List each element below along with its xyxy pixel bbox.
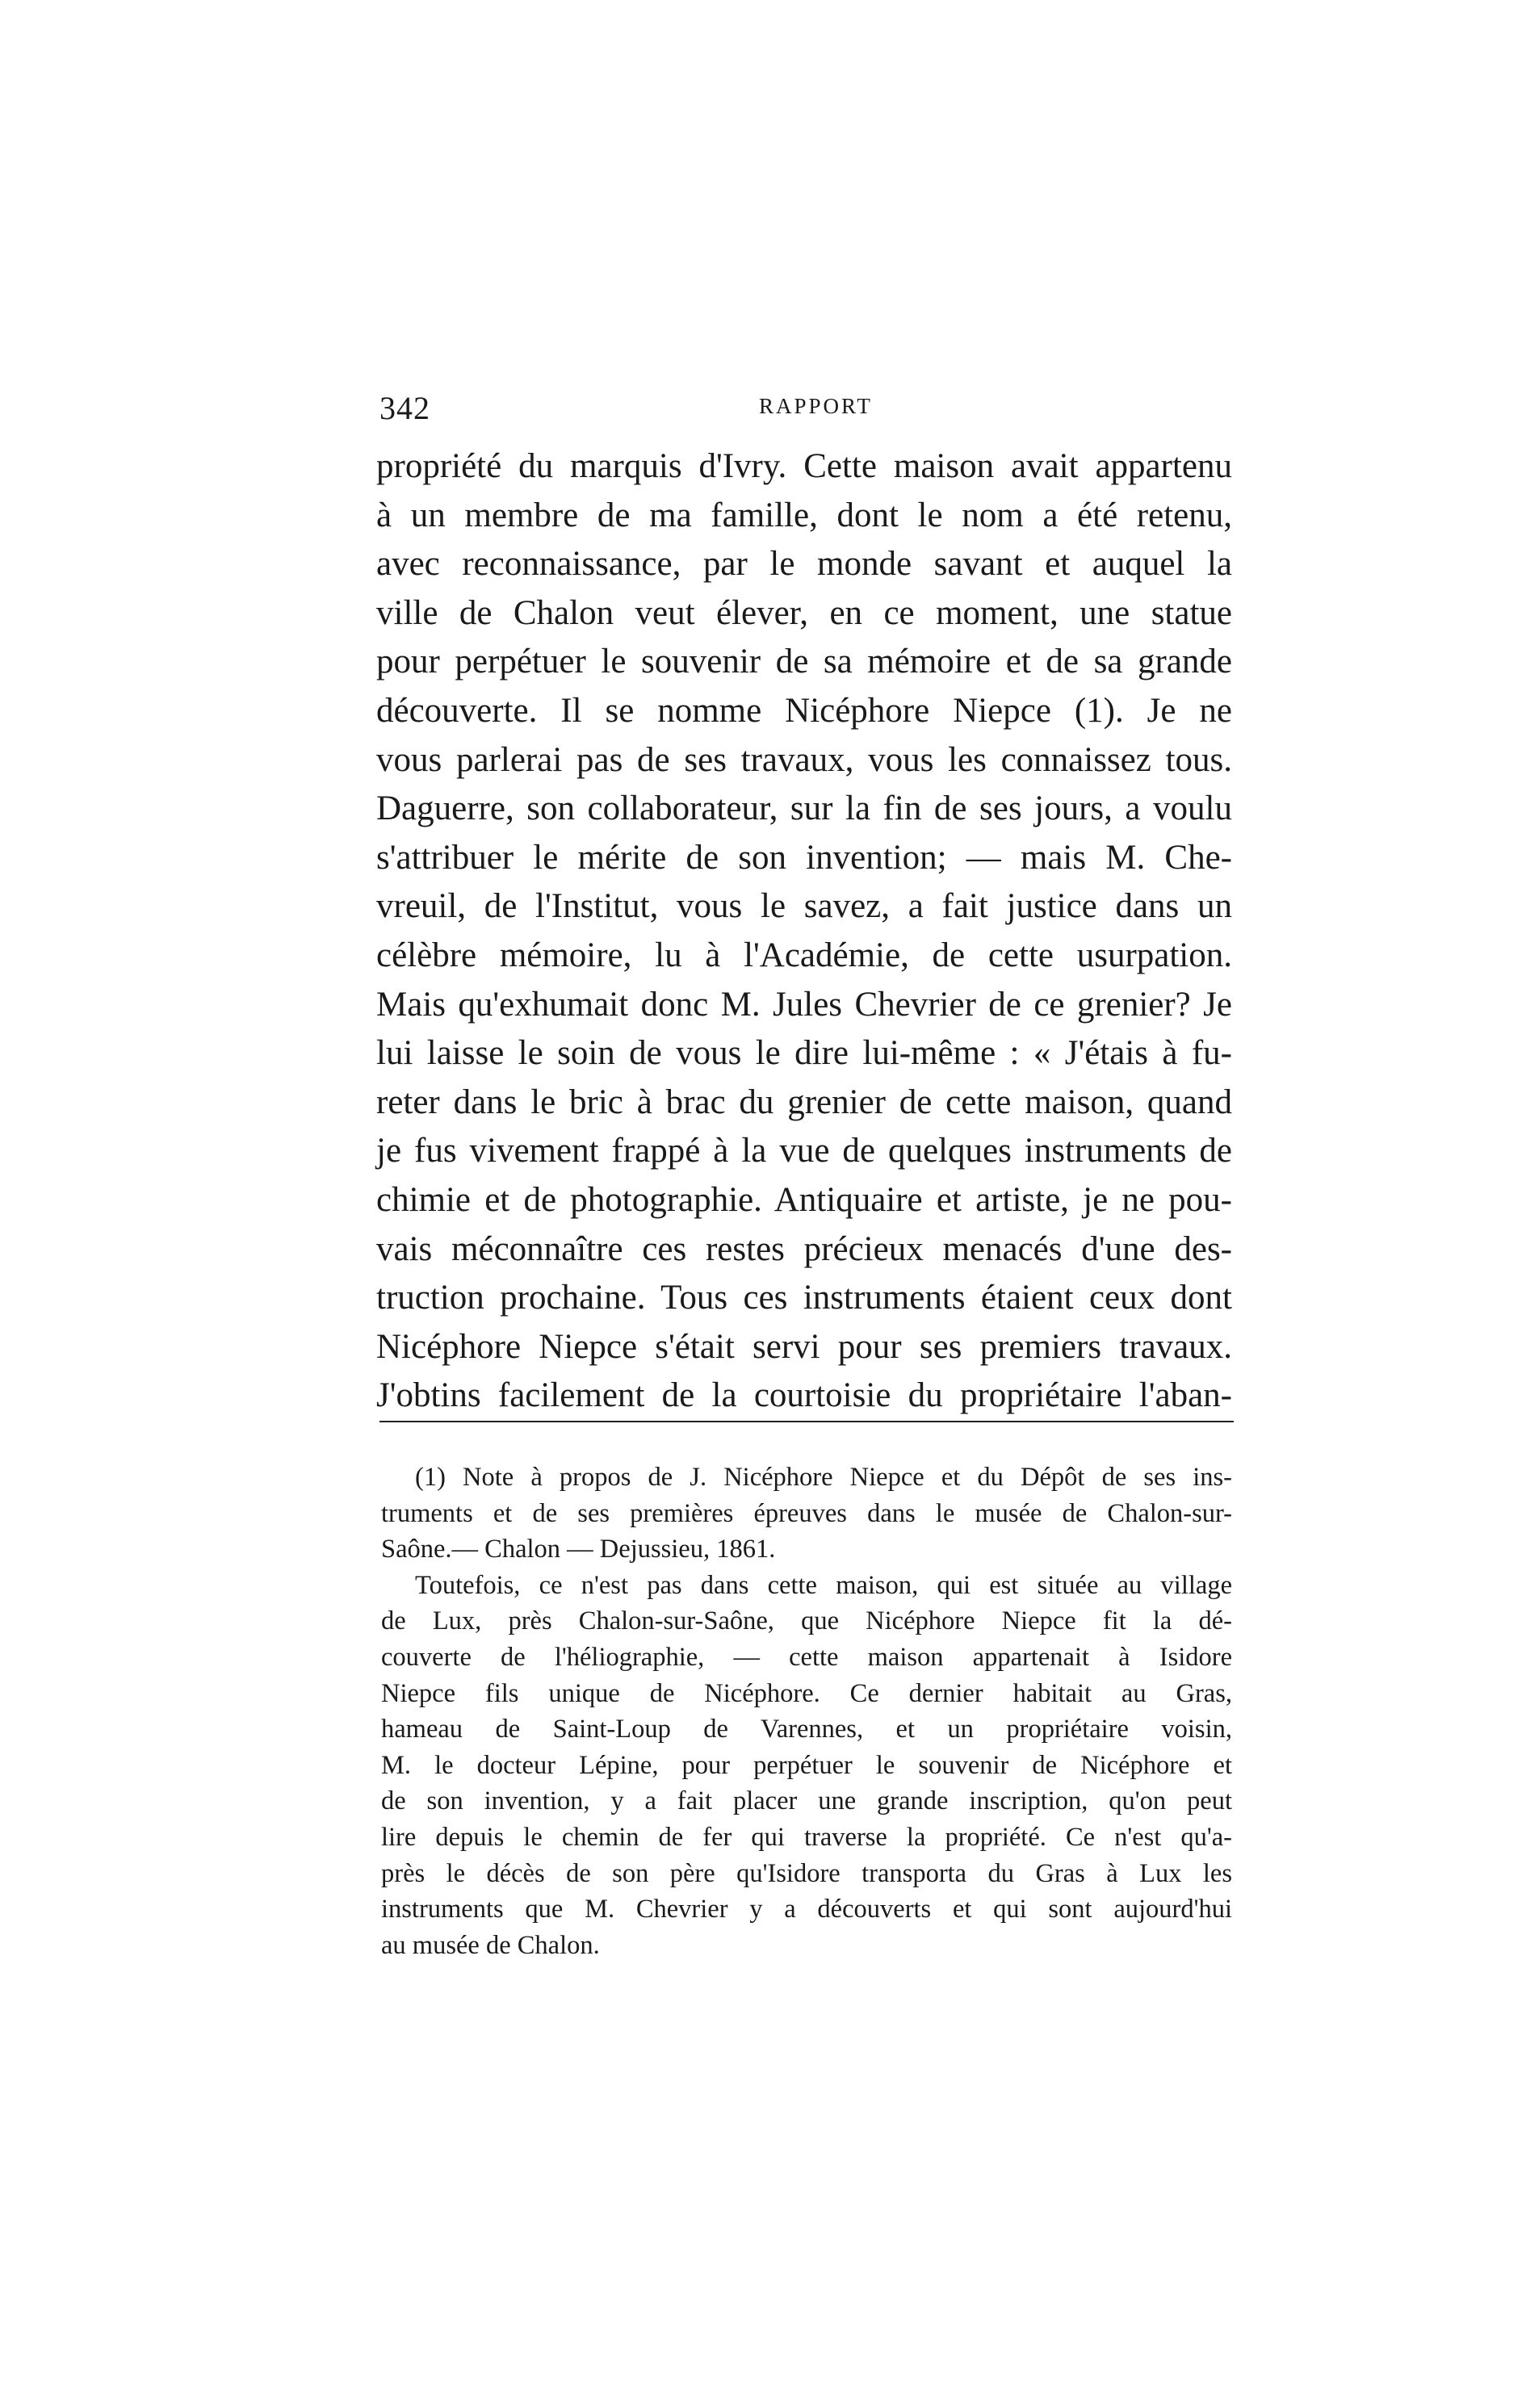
running-title: RAPPORT [759,394,873,418]
footnote-line: Saône.— Chalon — Dejussieu, 1861. [381,1535,776,1564]
body-line: Daguerre, son collaborateur, sur la fin de ses jours, a voulu [376,789,1232,828]
body-line: chimie et de photographie. Antiquaire et artiste, je ne pou- [376,1180,1232,1219]
footnote-line: Niepce fils unique de Nicéphore. Ce dernier habitait au Gras, [381,1678,1232,1708]
body-line: pour perpétuer le souvenir de sa mémoire et de sa grande [376,643,1232,681]
body-line: découverte. Il se nomme Nicéphore Niepce (1). Je ne [376,691,1232,730]
body-line: reter dans le bric à brac du grenier de cette maison, quand [376,1083,1232,1121]
footnote-line: de Lux, près Chalon-sur-Saône, que Nicéphore Niepce fit la dé- [381,1606,1232,1636]
footnote-line: près le décès de son père qu'Isidore transporta du Gras à Lux les [381,1858,1232,1888]
body-line: Nicéphore Niepce s'était servi pour ses premiers travaux. [376,1327,1232,1366]
footnote-line: au musée de Chalon. [381,1930,600,1960]
body-line: vais méconnaître ces restes précieux menacés d'une des- [376,1229,1232,1268]
body-line: célèbre mémoire, lu à l'Académie, de cette usurpation. [376,936,1232,974]
body-line: Mais qu'exhumait donc M. Jules Chevrier de ce grenier? Je [376,985,1232,1024]
running-head [379,389,1235,438]
footnote-line: instruments que M. Chevrier y a découverts et qui sont aujourd'hui [381,1895,1232,1924]
footnotes [381,1459,1232,1963]
footnote-line: lire depuis le chemin de fer qui traverse la propriété. Ce n'est qu'a- [381,1822,1232,1852]
body-line: ville de Chalon veut élever, en ce moment, une statue [376,593,1232,632]
page-number: 342 [379,390,430,426]
body-line: je fus vivement frappé à la vue de quelques instruments de [376,1132,1232,1170]
footnote-line: de son invention, y a fait placer une grande inscription, qu'on peut [381,1786,1232,1816]
footnote-line: M. le docteur Lépine, pour perpétuer le souvenir de Nicéphore et [381,1750,1232,1780]
body-line: truction prochaine. Tous ces instruments étaient ceux dont [376,1279,1232,1317]
footnote-line: couverte de l'héliographie, — cette maison appartenait à Isidore [381,1642,1232,1672]
body-line: vreuil, de l'Institut, vous le savez, a fait justice dans un [376,887,1232,926]
footnote-line: Toutefois, ce n'est pas dans cette maison, qui est située au village [415,1570,1232,1600]
body-line: avec reconnaissance, par le monde savant et auquel la [376,545,1232,584]
body-line: J'obtins facilement de la courtoisie du propriétaire l'aban- [376,1376,1232,1415]
body-line: à un membre de ma famille, dont le nom a été retenu, [376,496,1232,534]
body-line: propriété du marquis d'Ivry. Cette maison avait appartenu [376,447,1232,485]
footnote-separator-rule [379,1421,1234,1422]
body-text [376,442,1232,1421]
body-line: lui laisse le soin de vous le dire lui-même : « J'étais à fu- [376,1034,1232,1073]
body-line: vous parlerai pas de ses travaux, vous les connaissez tous. [376,740,1232,779]
body-line: s'attribuer le mérite de son invention; — mais M. Che- [376,838,1232,877]
footnote-line: truments et de ses premières épreuves dans le musée de Chalon-sur- [381,1498,1232,1528]
footnote-line: hameau de Saint-Loup de Varennes, et un propriétaire voisin, [381,1715,1232,1744]
footnote-line: (1) Note à propos de J. Nicéphore Niepce et du Dépôt de ses ins- [415,1463,1232,1492]
